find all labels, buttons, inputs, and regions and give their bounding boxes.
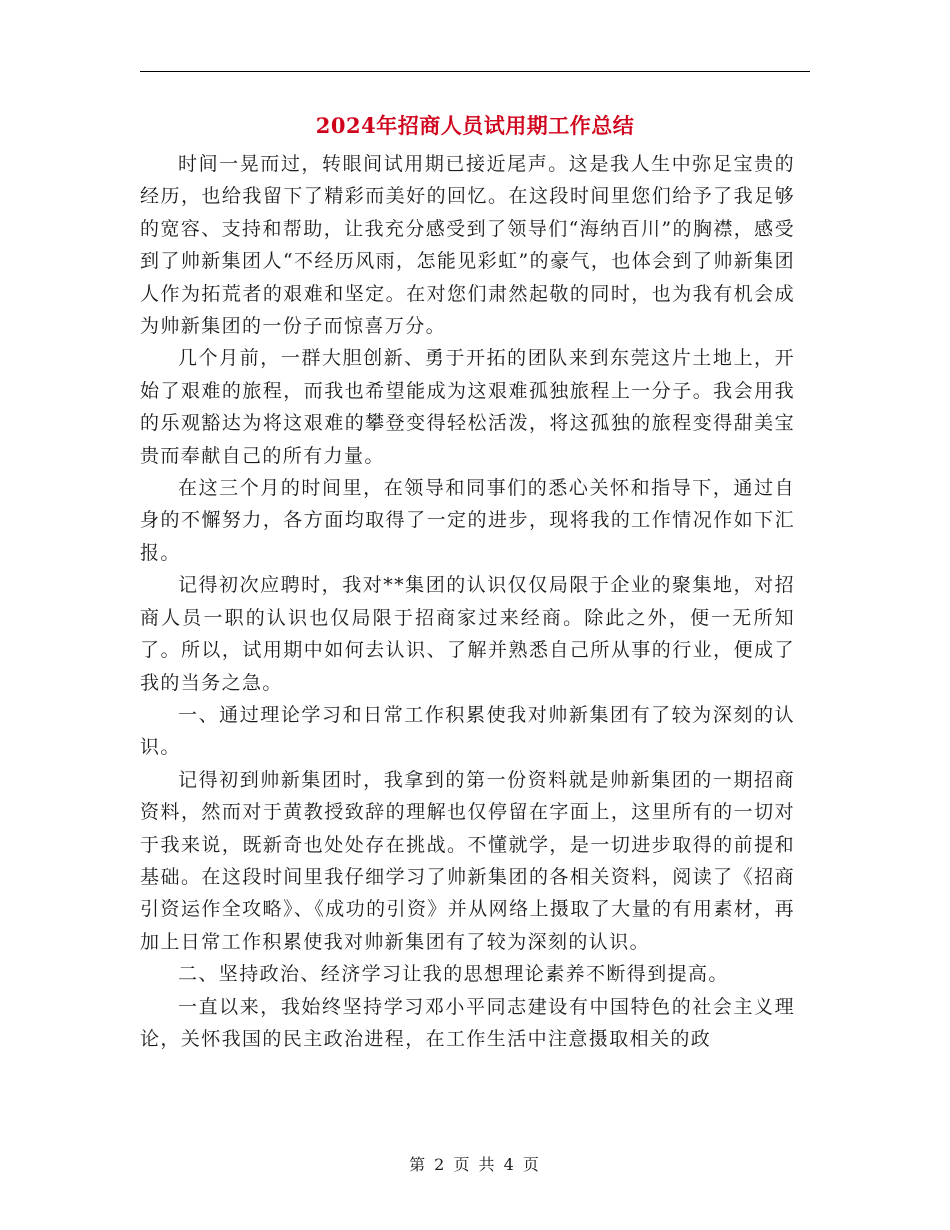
section-heading-1: 一、通过理论学习和日常工作积累使我对帅新集团有了较为深刻的认识。 — [140, 703, 795, 759]
paragraph-4: 记得初次应聘时，我对**集团的认识仅仅局限于企业的聚集地，对招商人员一职的认识也仅局限于招商家过来经商。除此之外，便一无所知了。所以，试用期中如何去认识、了解并熟悉自己所从事的行业，便成了我的当务之急。 — [140, 574, 795, 694]
header-rule — [140, 71, 810, 72]
page-number: 第 2 页 共 4 页 — [409, 1155, 541, 1174]
paragraph-5: 记得初到帅新集团时，我拿到的第一份资料就是帅新集团的一期招商资料，然而对于黄教授致辞的理解也仅停留在字面上，这里所有的一切对于我来说，既新奇也处处存在挑战。不懂就学，是一切进步取得的前提和基础。在这段时间里我仔细学习了帅新集团的各相关资料，阅读了《招商引资运作全攻略》、《成功的引资》并从网络上摄取了大量的有用素材，再加上日常工作积累使我对帅新集团有了较为深刻的认识。 — [140, 768, 795, 953]
paragraph-2: 几个月前，一群大胆创新、勇于开拓的团队来到东莞这片土地上，开始了艰难的旅程，而我也希望能成为这艰难孤独旅程上一分子。我会用我的乐观豁达为将这艰难的攀登变得轻松活泼，将这孤独的旅程变得甜美宝贵而奉献自己的所有力量。 — [140, 347, 795, 467]
paragraph-6: 一直以来，我始终坚持学习邓小平同志建设有中国特色的社会主义理论，关怀我国的民主政治进程，在工作生活中注意摄取相关的政 — [140, 995, 795, 1050]
document-title: 2024年招商人员试用期工作总结 — [315, 113, 635, 138]
document-body — [140, 148, 795, 1055]
section-heading-2: 二、坚持政治、经济学习让我的思想理论素养不断得到提高。 — [178, 963, 729, 986]
paragraph-3: 在这三个月的时间里，在领导和同事们的悉心关怀和指导下，通过自身的不懈努力，各方面均取得了一定的进步，现将我的工作情况作如下汇报。 — [140, 477, 795, 564]
paragraph-1: 时间一晃而过，转眼间试用期已接近尾声。这是我人生中弥足宝贵的经历，也给我留下了精彩而美好的回忆。在这段时间里您们给予了我足够的宽容、支持和帮助，让我充分感受到了领导们“海纳百川”的胸襟，感受到了帅新集团人“不经历风雨，怎能见彩虹”的豪气，也体会到了帅新集团人作为拓荒者的艰难和坚定。在对您们肃然起敬的同时，也为我有机会成为帅新集团的一份子而惊喜万分。 — [140, 153, 795, 338]
